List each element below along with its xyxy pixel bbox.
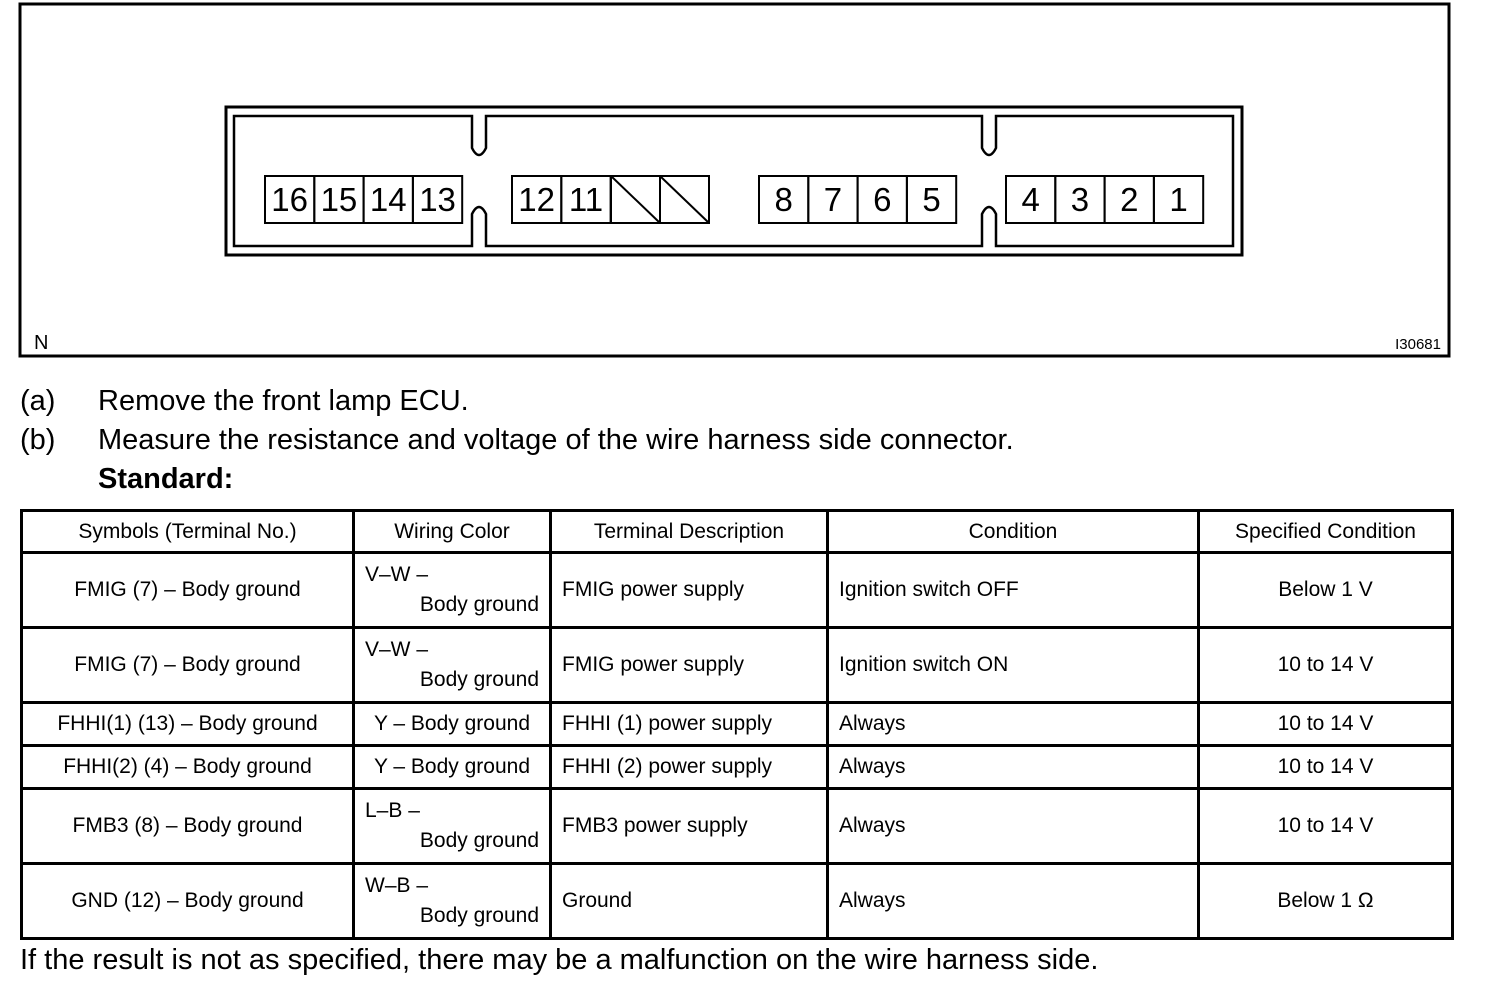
terminal-number-7: 7 <box>823 181 843 218</box>
terminal-number-2: 2 <box>1120 181 1139 218</box>
header-terminal-description: Terminal Description <box>551 511 828 553</box>
cell-description: FHHI (1) power supply <box>551 703 828 746</box>
table-row <box>22 864 1453 939</box>
terminal-group-16-13 <box>265 176 462 223</box>
footer-note: If the result is not as specified, there may be a malfunction on the wire harness side. <box>20 944 1099 976</box>
cell-spec: 10 to 14 V <box>1199 746 1453 789</box>
cell-condition: Always <box>828 703 1199 746</box>
terminal-number-6: 6 <box>873 181 892 218</box>
cell-description: FMIG power supply <box>551 553 828 628</box>
cell-wiring-color: Y – Body ground <box>354 746 551 789</box>
cell-symbol: GND (12) – Body ground <box>22 864 354 939</box>
cell-condition: Ignition switch OFF <box>828 553 1199 628</box>
cell-symbol: FHHI(1) (13) – Body ground <box>22 703 354 746</box>
terminal-number-16: 16 <box>271 181 309 218</box>
terminal-number-8: 8 <box>774 181 793 218</box>
table-row <box>22 553 1453 628</box>
table-row <box>22 628 1453 703</box>
step-b-label: (b) <box>20 424 56 456</box>
terminal-group-4-1 <box>1006 176 1203 223</box>
terminal-group-12-11 <box>512 176 611 223</box>
blank-cavities <box>611 176 709 223</box>
cell-description: FMB3 power supply <box>551 789 828 864</box>
corner-label: N <box>34 332 49 354</box>
terminal-number-4: 4 <box>1021 181 1040 218</box>
cell-symbol: FMIG (7) – Body ground <box>22 553 354 628</box>
terminal-number-13: 13 <box>419 181 456 218</box>
terminal-number-5: 5 <box>922 181 941 218</box>
cell-description: Ground <box>551 864 828 939</box>
terminal-number-14: 14 <box>369 181 407 218</box>
cell-wiring-color: V–W – Body ground <box>354 628 551 703</box>
step-a-label: (a) <box>20 385 56 417</box>
terminal-number-15: 15 <box>320 181 358 218</box>
header-specified-condition: Specified Condition <box>1199 511 1453 553</box>
cell-wiring-color: W–B – Body ground <box>354 864 551 939</box>
header-wiring-color: Wiring Color <box>354 511 551 553</box>
table-row <box>22 703 1453 746</box>
cell-symbol: FMIG (7) – Body ground <box>22 628 354 703</box>
cell-condition: Always <box>828 864 1199 939</box>
table-row <box>22 746 1453 789</box>
cell-condition: Always <box>828 789 1199 864</box>
cell-condition: Always <box>828 746 1199 789</box>
connector-figure <box>0 0 1504 370</box>
cell-spec: 10 to 14 V <box>1199 703 1453 746</box>
cell-description: FHHI (2) power supply <box>551 746 828 789</box>
spec-table <box>20 509 1454 940</box>
table-row <box>22 789 1453 864</box>
standard-heading: Standard: <box>98 463 234 495</box>
step-b-text: Measure the resistance and voltage of the wire harness side connector. <box>98 424 1014 456</box>
header-condition: Condition <box>828 511 1199 553</box>
cell-description: FMIG power supply <box>551 628 828 703</box>
terminal-number-3: 3 <box>1070 181 1090 218</box>
cell-symbol: FMB3 (8) – Body ground <box>22 789 354 864</box>
cell-condition: Ignition switch ON <box>828 628 1199 703</box>
cell-wiring-color: L–B – Body ground <box>354 789 551 864</box>
header-symbols: Symbols (Terminal No.) <box>22 511 354 553</box>
terminal-number-1: 1 <box>1169 181 1188 218</box>
terminal-group-8-5 <box>759 176 956 223</box>
figure-id: I30681 <box>1395 336 1441 353</box>
cell-spec: 10 to 14 V <box>1199 628 1453 703</box>
step-a-text: Remove the front lamp ECU. <box>98 385 469 417</box>
cell-wiring-color: Y – Body ground <box>354 703 551 746</box>
terminal-number-11: 11 <box>568 181 604 218</box>
table-header-row <box>22 511 1453 553</box>
terminal-number-12: 12 <box>518 181 556 218</box>
cell-wiring-color: V–W – Body ground <box>354 553 551 628</box>
cell-spec: 10 to 14 V <box>1199 789 1453 864</box>
cell-symbol: FHHI(2) (4) – Body ground <box>22 746 354 789</box>
cell-spec: Below 1 V <box>1199 553 1453 628</box>
cell-spec: Below 1 Ω <box>1199 864 1453 939</box>
